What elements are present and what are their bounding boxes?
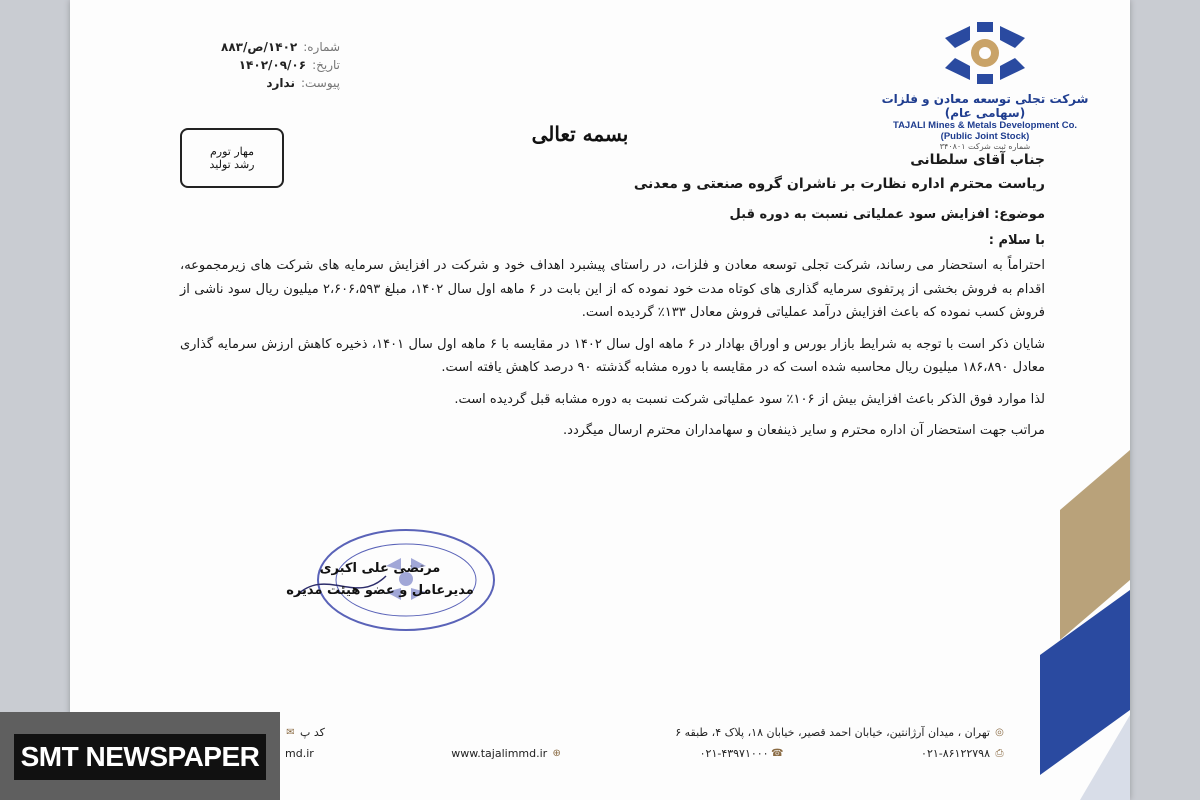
phone-icon: ☎ <box>771 748 784 759</box>
letter-greeting: با سلام : <box>988 233 1045 248</box>
letter-subject: موضوع: افزایش سود عملیاتی نسبت به دوره قبل <box>729 207 1045 222</box>
footer-email[interactable]: md.ir <box>285 747 314 760</box>
watermark-banner <box>0 712 280 800</box>
company-name-en: TAJALI Mines & Metals Development Co. <box>892 120 1078 131</box>
recipient-name: جناب آقای سلطانی <box>910 152 1045 168</box>
company-name-fa: شرکت تجلی توسعه معادن و فلزات (سهامی عام) <box>881 92 1089 120</box>
footer-phone: ☎ ۰۲۱-۴۳۹۷۱۰۰۰ <box>699 747 784 760</box>
attachment-value: ندارد <box>266 76 295 90</box>
corner-decoration <box>1020 380 1130 800</box>
company-registration: شماره ثبت شرکت ۳۴۰۸۰۱ <box>939 142 1031 151</box>
footer-fax: ⎙ ۰۲۱-۸۶۱۲۲۷۹۸ <box>921 747 1004 760</box>
fax-icon: ⎙ <box>995 748 1004 759</box>
number-label: شماره: <box>303 40 340 54</box>
footer-address: ◎ تهران ، میدان آرژانتین، خیابان احمد قصیر، خیابان ۱۸، پلاک ۴، طبقه ۶ <box>675 726 1004 739</box>
letter-date: ۱۴۰۲/۰۹/۰۶ <box>238 58 307 72</box>
paragraph-2: شایان ذکر است با توجه به شرایط بازار بورس و اوراق بهادار در ۶ ماهه اول سال ۱۴۰۲ در مقایسه با ۶ ماهه اول سال ۱۴۰۱، ذخیره کاهش ارزش سرمایه گذاری معادل ۱۸۶،۸۹۰ میلیون ریال محاسبه شده است که در مقایسه با دوره مشابه گذشته ۹۰ درصد کاهش یافته است. <box>180 336 1045 375</box>
slogan-line-2: رشد تولید <box>209 158 255 171</box>
company-logo-icon <box>925 18 1045 88</box>
slogan-line-1: مهار تورم <box>210 145 254 158</box>
signatory-title: مدیرعامل و عضو هیئت مدیره <box>286 583 474 598</box>
globe-icon: ⊕ <box>552 748 561 759</box>
footer-website[interactable]: ⊕ www.tajalimmd.ir <box>451 747 561 760</box>
letter-number: ۱۴۰۲/ص/۸۸۳ <box>221 40 298 54</box>
date-label: تاریخ: <box>312 58 340 72</box>
company-logo <box>870 18 1100 151</box>
letter-body <box>180 148 1045 443</box>
company-type-en: (Public Joint Stock) <box>940 131 1030 142</box>
recipient-title: ریاست محترم اداره نظارت بر ناشران گروه صنعتی و معدنی <box>633 176 1045 192</box>
paragraph-1: احتراماً به استحضار می رساند، شرکت تجلی توسعه معادن و فلزات، در راستای پیشبرد اهداف خود و شرکت در افزایش سرمایه های شرکت های زیرمجموعه، اقدام به فروش بخشی از پرتفوی سرمایه گذاری های کوتاه مدت خود نموده که از این بابت در ۶ ماهه اول سال ۱۴۰۲، مبلغ ۲،۶۰۶،۵۹۳ میلیون ریال سود ناشی از فروش کسب نموده که باعث افزایش درآمد عملیاتی فروش معادل ۱۳۳٪ گردیده است. <box>180 258 1045 320</box>
bismillah-heading: بسمه تعالی <box>531 122 629 146</box>
letter-page <box>70 0 1130 800</box>
paragraph-3: لذا موارد فوق الذکر باعث افزایش بیش از ۱۰۶٪ سود عملیاتی شرکت نسبت به دوره مشابه قبل گردیده است. <box>454 391 1045 407</box>
letter-footer <box>285 726 1005 768</box>
watermark-text: SMT NEWSPAPER <box>14 734 266 780</box>
paragraph-4: مراتب جهت استحضار آن اداره محترم و سایر ذینفعان و سهامداران محترم ارسال میگردد. <box>563 423 1045 438</box>
signature-block <box>270 558 490 602</box>
attachment-label: پیوست: <box>300 76 340 90</box>
footer-postal: کد پ ✉ <box>286 726 325 739</box>
signatory-name: مرتضی علی اکبری <box>319 561 441 576</box>
mail-icon: ✉ <box>286 727 295 738</box>
location-icon: ◎ <box>995 727 1004 738</box>
letter-reference <box>120 38 340 92</box>
